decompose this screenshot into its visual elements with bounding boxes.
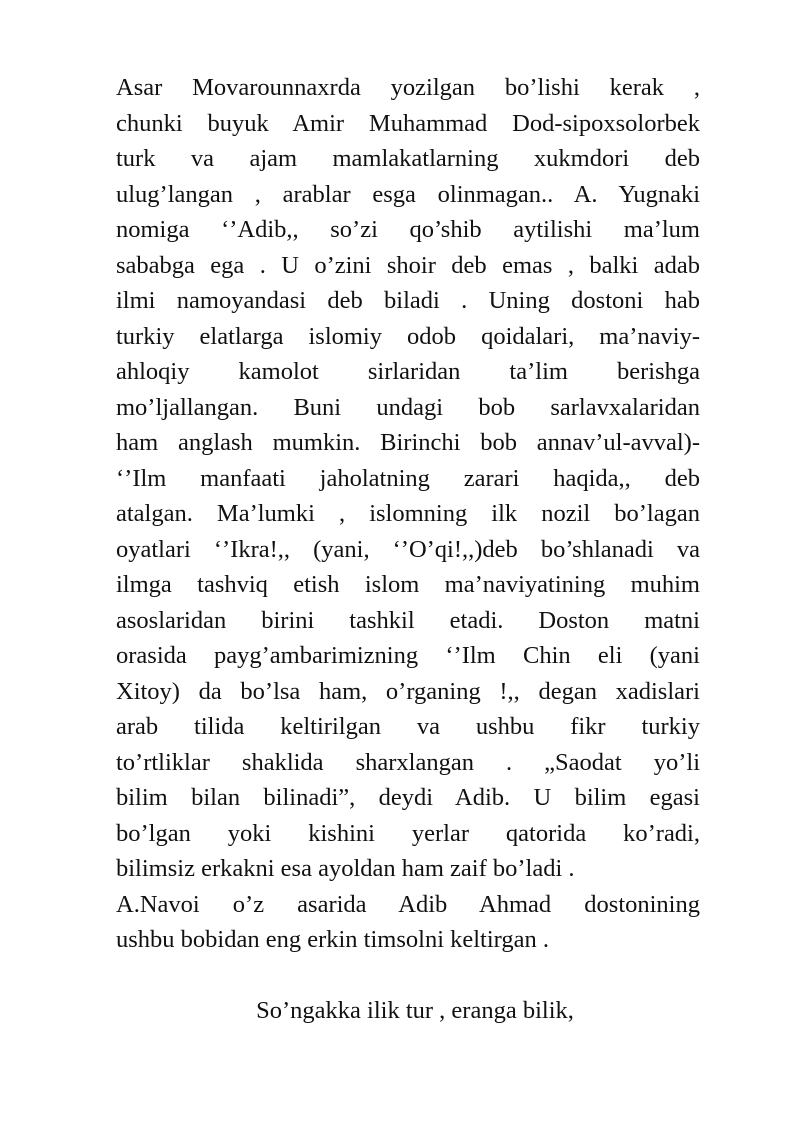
text-line: sababga ega . U o’zini shoir deb emas , balki adab: [116, 251, 700, 279]
text-line: oyatlari ‘’Ikra!,, (yani, ‘’O’qi!,,)deb bo’shlanadi va: [116, 535, 700, 563]
text-line: chunki buyuk Amir Muhammad Dod-sipoxsolorbek: [116, 109, 700, 137]
text-line: arab tilida keltirilgan va ushbu fikr turkiy: [116, 713, 700, 740]
text-line: A.Navoi o’z asarida Adib Ahmad dostonining: [116, 890, 700, 918]
text-line: turk va ajam mamlakatlarning xukmdori deb: [116, 145, 700, 172]
text-line: ‘’Ilm manfaati jaholatning zarari haqida,, deb: [116, 464, 700, 492]
text-line: ulug’langan , arablar esga olinmagan.. A. Yugnaki: [116, 180, 700, 208]
text-line: atalgan. Ma’lumki , islomning ilk nozil bo’lagan: [116, 500, 700, 527]
body-text: [116, 70, 700, 958]
text-line: Xitoy) da bo’lsa ham, o’rganing !,, degan xadislari: [116, 677, 700, 705]
text-line: to’rtliklar shaklida sharxlangan . „Saodat yo’li: [116, 748, 700, 776]
text-line: mo’ljallangan. Buni undagi bob sarlavxalaridan: [116, 393, 700, 421]
text-line: ilmi namoyandasi deb biladi . Uning dostoni hab: [116, 287, 700, 314]
text-line: ilmga tashviq etish islom ma’naviyatining muhim: [116, 571, 700, 598]
text-line: ahloqiy kamolot sirlaridan ta’lim berishga: [116, 358, 700, 385]
text-line: bilimsiz erkakni esa ayoldan ham zaif bo’ladi .: [116, 855, 575, 882]
text-line: bo’lgan yoki kishini yerlar qatorida ko’radi,: [116, 819, 700, 847]
text-line: nomiga ‘’Adib,, so’zi qo’shib aytilishi ma’lum: [116, 216, 700, 243]
text-line: asoslaridan birini tashkil etadi. Doston matni: [116, 606, 700, 634]
text-line: orasida payg’ambarimizning ‘’Ilm Chin eli (yani: [116, 642, 700, 669]
text-line: ham anglash mumkin. Birinchi bob annav’ul-avval)-: [116, 429, 700, 456]
text-line: bilim bilan bilinadi”, deydi Adib. U bilim egasi: [116, 784, 700, 811]
text-line: turkiy elatlarga islomiy odob qoidalari, ma’naviy-: [116, 322, 700, 350]
verse-line: So’ngakka ilik tur , eranga bilik,: [256, 997, 574, 1024]
text-line: ushbu bobidan eng erkin timsolni keltirgan .: [116, 926, 550, 953]
text-line: Asar Movarounnaxrda yozilgan bo’lishi kerak ,: [116, 74, 700, 101]
